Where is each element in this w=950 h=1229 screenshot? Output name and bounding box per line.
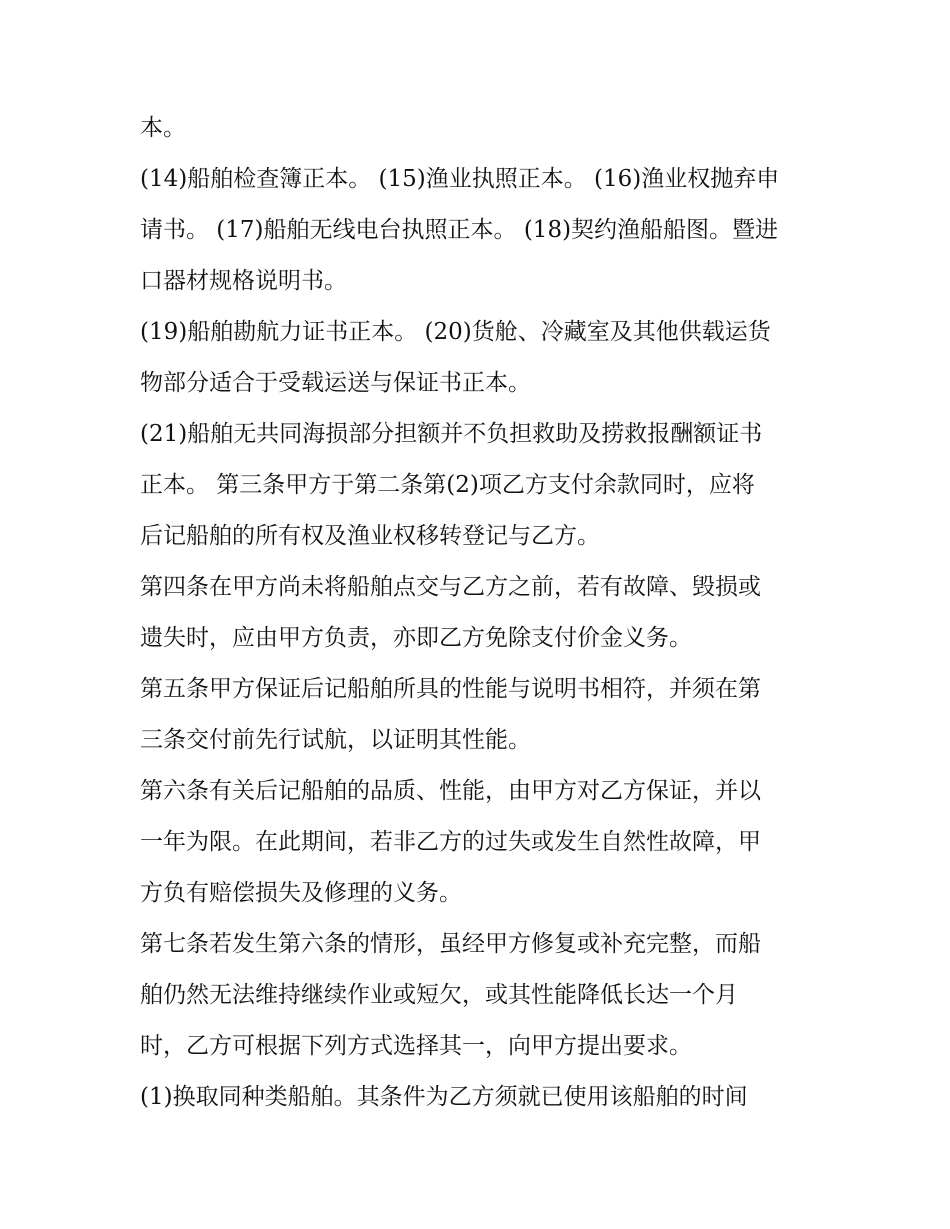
text-line: 舶仍然无法维持继续作业或短欠，或其性能降低长达一个月 [140,982,738,1008]
document-body [140,103,820,1123]
text-line: 正本。 第三条甲方于第二条第(2)项乙方支付余款同时，应将 [140,472,755,498]
text-line: 物部分适合于受载运送与保证书正本。 [140,370,531,396]
text-line: 口器材规格说明书。 [140,268,347,294]
text-line: 请书。 (17)船舶无线电台执照正本。 (18)契约渔船船图。暨进 [140,217,779,243]
text-line: 第五条甲方保证后记船舶所具的性能与说明书相符，并须在第 [140,676,761,702]
text-line: 第四条在甲方尚未将船舶点交与乙方之前，若有故障、毁损或 [140,574,761,600]
text-line: (1)换取同种类船舶。其条件为乙方须就已使用该船舶的时间 [140,1084,748,1110]
text-line: (14)船舶检查簿正本。 (15)渔业执照正本。 (16)渔业权抛弃申 [140,166,780,192]
text-line: 第七条若发生第六条的情形，虽经甲方修复或补充完整，而船 [140,931,761,957]
text-line: 第六条有关后记船舶的品质、性能，由甲方对乙方保证，并以 [140,778,761,804]
text-line: 一年为限。在此期间，若非乙方的过失或发生自然性故障，甲 [140,829,761,855]
text-line: 后记船舶的所有权及渔业权移转登记与乙方。 [140,523,600,549]
text-line: 时，乙方可根据下列方式选择其一，向甲方提出要求。 [140,1033,692,1059]
text-line: (21)船舶无共同海损部分担额并不负担救助及捞救报酬额证书 [140,421,763,447]
text-line: 本。 [140,115,186,141]
text-line: (19)船舶勘航力证书正本。 (20)货舱、冷藏室及其他供载运货 [140,319,771,345]
text-line: 三条交付前先行试航，以证明其性能。 [140,727,531,753]
text-line: 遗失时，应由甲方负责，亦即乙方免除支付价金义务。 [140,625,692,651]
text-line: 方负有赔偿损失及修理的义务。 [140,880,462,906]
